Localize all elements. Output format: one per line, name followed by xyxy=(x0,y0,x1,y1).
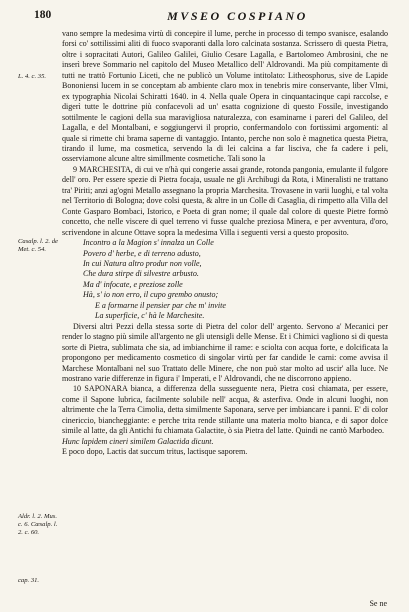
margin-note: L. 4. c. 35. xyxy=(18,73,47,80)
margin-note: Aldr. l. 2. Mus. c. 6. Cæsalp. l. 2. c. 60. xyxy=(18,513,58,536)
verse-line: E a formarne il pensier par che m' invite xyxy=(95,300,226,310)
verse-line: In cui Natura altro produr non volle, xyxy=(83,258,202,268)
margin-note: cap. 31. xyxy=(18,577,40,584)
verse-line: Ma d' infocate, e preziose zolle xyxy=(83,279,183,289)
verse-line: Hà, s' io non erro, il cupo grembo onusto; xyxy=(83,290,219,300)
verse-line: Che dura stirpe di silvestre arbusto. xyxy=(83,269,199,279)
verse-line: La superficie, c' hà le Marchesite. xyxy=(95,311,205,321)
catchword: Se ne xyxy=(369,599,387,608)
latin-quote: Hunc lapidem cineri similem Galactida dicunt. xyxy=(62,436,214,446)
running-title: MVSEO COSPIANO xyxy=(167,9,308,23)
margin-note: Casalp. l. 2. de Met. c. 54. xyxy=(18,238,58,253)
page-header xyxy=(34,9,381,23)
verse-stanza xyxy=(62,238,388,322)
paragraph-marchesita: 9 MARCHESITA, di cui ve n'hà qui congerie assai grande, rotonda pangonia, emulante il fulgore dell' oro. Per essere spezie di Pietra focaja, usuale ne gli Archibugi da Rota, i Mineralisti ne trattano tra' Piriti; anzi ag'ogni Metallo assegnano la propria Marchesita. Trovasene in varii luoghi, e tal volta nel Territorio di Bologna; dove colsi questa, & altre in un Colle di Casaglia, di rimpetto alla Villa del Conte Gasparo Bombaci, Istorico, e Poeta di gran nome; il quale dal colore di queste Pietre formò concetto, che nelle viscere di quel terreno vi fusse qualche preziosa Minera, e per avventura, d'oro, scrivendone in alcune Ottave sopra la medesima Villa i seguenti versi a questo proposito. xyxy=(62,164,388,237)
page-number: 180 xyxy=(34,9,52,21)
paragraph-saponara: 10 SAPONARA bianca, a differenza della susseguente nera, Pietra così chiamata, per essere, come il Sapone lubrica, facilmente solubile nell' acqua, & asterfiva. Onde in alcuni luoghi, non altrimente che la Terra Cimolia, detta similmente Saponara, serve per imbiancare i panni. E' di color cinericcio, biancheggiante: e perche trita rende stillante una materia molto bianca, e di sapor dolce simile al latte, da gli Antichi fu chiamata Galactite, ò sia Pietra del latte. Quindi ne cantò Marbodeo. xyxy=(62,384,388,436)
verse-line: Povero d' herbe, e di terreno adusto, xyxy=(83,248,201,258)
body-text xyxy=(62,29,388,458)
paragraph-fosforo: vano sempre la medesima virtù di concepire il lume, perche in processo di tempo svanisce, esalando forsi co' sottilissimi aliti di fuoco svaporanti dalla loro calcinata sostanza. Scrissero di questa Pietra, oltre i sopracitati Autori, Galileo Galilei, Giulio Cesare Lagalla, e Bartolomeo Ambrosini, che ne inserì breve Sommario nel capitolo del Museo Metallico dell' Aldrovandi. Ma più compitamente di tutti ne trattò Fortunio Liceti, che ne publicò un Volume intitolato: Litheosphorus, sive de Lapide Bononiensi lucem in se conceptam ab ambiente claro mox in tenebris mire conservante, liber Vlmi, ex typographia Nicolai Schiratti 1640. in 4. Nella quale Opera in cinquantacinque capi raccolse, e digerì tutte le dottrine più confacevoli ad un' esatta cognizione di questo Fossile, investigando sottilmente le cagioni della sua maravigliosa naturalezza, con esaminarne i pareri del Galileo, del Lagalla, e del Montalbani, e soggiungervi il proprio, confermandolo con fortissimi argomenti: al quale si rimette chi brama saperne di vantaggio. Intanto, perche non solo è magnetica questa Pietra, tirando il lume, ma cosmetica, servendo la di lei calcina a far lisciva, che fa cadere i peli, osserviamone alcune altre simillmente cosmetiche. Tali sono la xyxy=(62,29,388,164)
paragraph-argento: Diversi altri Pezzi della stessa sorte di Pietra del color dell' argento. Servono a' Mecanici per render lo stagno più simile all'argento ne gli utensigli delle Mense. Et i Chimici vagliono si di questa sorte di Pietra, sublimata che sia, ad imbianchirne il rame: e sciolta con acqua forte, e dolcificata la propongono per medicamento cosmetico di singolar virtù per far candide le carni: come avvisa il Marchese Montalbani nel suo Trattato delle Minere, che non può star molto ad uscir' alla luce. Ne mostrano varie differenze in figura i' Imperati, e l' Aldrovandi, che ne discorrono appieno. xyxy=(62,321,388,383)
paragraph-poco-dopo: E poco dopo, Lactis dat succum tritus, lactisque saporem. xyxy=(62,447,248,457)
verse-line: Incontro a la Magion s' innalza un Colle xyxy=(83,238,214,248)
